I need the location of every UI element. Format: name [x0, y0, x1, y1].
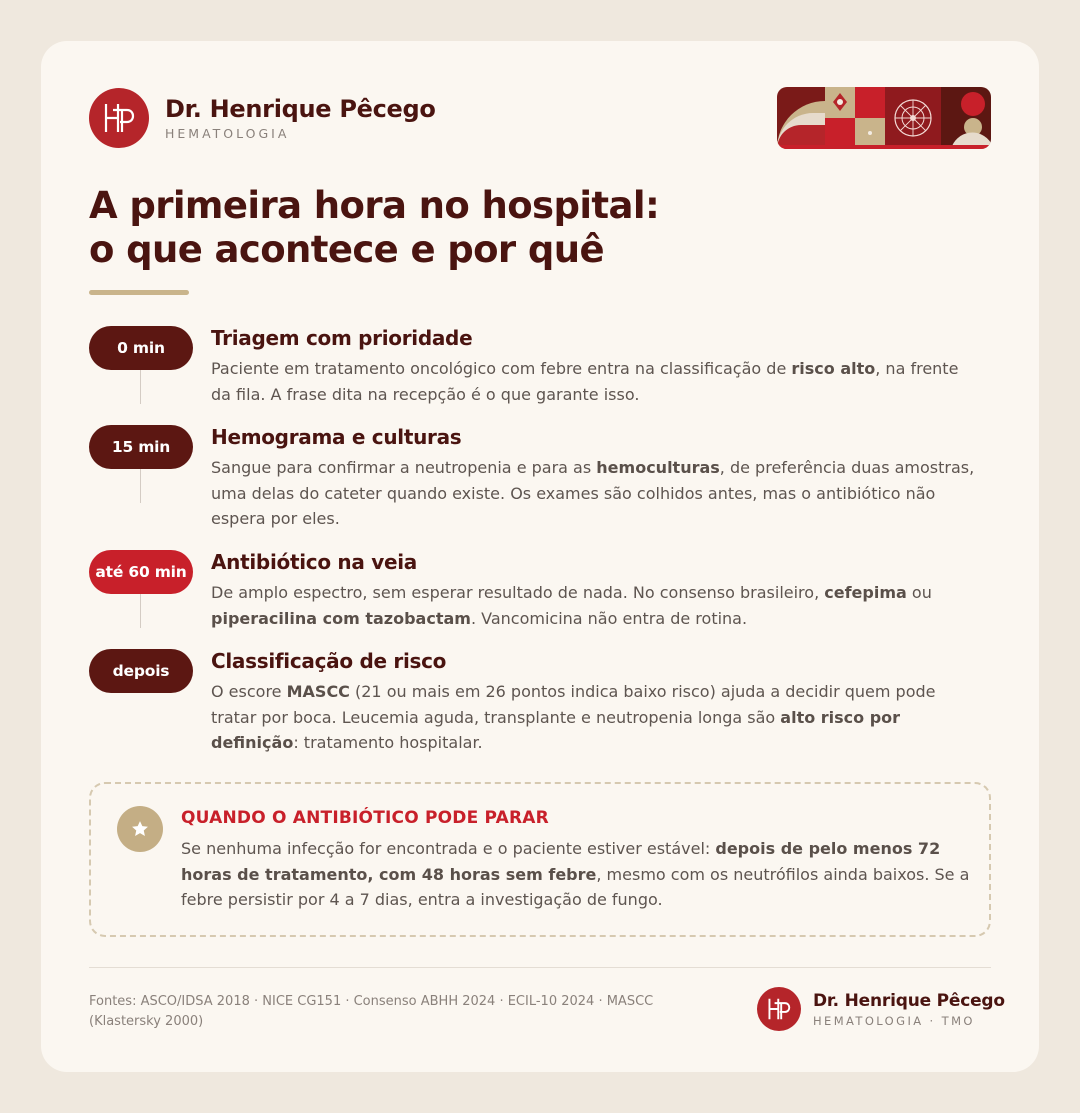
title-underline: [89, 290, 189, 295]
step-title: Triagem com prioridade: [211, 326, 473, 350]
step-title: Antibiótico na veia: [211, 550, 417, 574]
emphasis-text: piperacilina com tazobactam: [211, 608, 471, 628]
timeline-connector: [140, 469, 141, 503]
step-description: O escore MASCC (21 ou mais em 26 pontos indica baixo risco) ajuda a decidir quem pode tratar por boca. Leucemia aguda, transplante e neutropenia longa são alto risco por definição: tratamento hospitalar.: [211, 682, 936, 752]
hp-monogram-icon: [757, 987, 801, 1031]
sources-note: Fontes: ASCO/IDSA 2018 · NICE CG151 · Consenso ABHH 2024 · ECIL-10 2024 · MASCC (Klastersky 2000): [89, 994, 654, 1029]
emphasis-text: risco alto: [791, 359, 876, 378]
step-title: Hemograma e culturas: [211, 425, 462, 449]
time-badge: 0 min: [89, 326, 193, 370]
emphasis-text: MASCC: [286, 682, 350, 701]
brand-name: Dr. Henrique Pêcego: [165, 95, 436, 123]
infographic-card: [41, 41, 1039, 1072]
footer-divider: [89, 967, 991, 968]
timeline-connector: [140, 594, 141, 628]
brand-subtitle: HEMATOLOGIA: [165, 126, 290, 141]
step-description: De amplo espectro, sem esperar resultado de nada. No consenso brasileiro, cefepima ou piperacilina com tazobactam. Vancomicina não entra de rotina.: [211, 583, 932, 628]
emphasis-text: alto risco por definição: [211, 707, 901, 752]
geometric-pattern-banner: [777, 87, 991, 149]
footer-brand: [757, 987, 1005, 1031]
footer-brand-name: Dr. Henrique Pêcego: [813, 990, 1005, 1011]
timeline-connector: [140, 370, 141, 404]
page-title: [89, 184, 709, 272]
step-title: Classificação de risco: [211, 649, 447, 673]
header-brand: [89, 88, 436, 148]
callout-box: [89, 782, 991, 937]
title-line-2: o que acontece e por quê: [89, 228, 604, 271]
title-line-1: A primeira hora no hospital:: [89, 184, 660, 227]
emphasis-text: hemoculturas: [596, 458, 720, 477]
time-badge: 15 min: [89, 425, 193, 469]
step-description: Sangue para confirmar a neutropenia e para as hemoculturas, de preferência duas amostras, uma delas do cateter quando existe. Os exames são colhidos antes, mas o antibiótico não espera por eles.: [211, 458, 975, 528]
footer-brand-subtitle: HEMATOLOGIA · TMO: [813, 1013, 975, 1028]
emphasis-text: cefepima: [824, 583, 907, 602]
callout-text: Se nenhuma infecção for encontrada e o paciente estiver estável: depois de pelo menos 72 horas de tratamento, com 48 horas sem febre, mesmo com os neutrófilos ainda baixos. Se a febre persistir por 4 a 7 dias, entra a investigação de fungo.: [181, 839, 970, 909]
emphasis-text: depois de pelo menos 72 horas de tratamento, com 48 horas sem febre: [181, 839, 941, 884]
hp-monogram-icon: [89, 88, 149, 148]
time-badge: até 60 min: [89, 550, 193, 594]
step-description: Paciente em tratamento oncológico com febre entra na classificação de risco alto, na frente da fila. A frase dita na recepção é o que garante isso.: [211, 359, 959, 404]
star-icon: [117, 806, 163, 852]
time-badge: depois: [89, 649, 193, 693]
callout-title: QUANDO O ANTIBIÓTICO PODE PARAR: [181, 808, 549, 828]
